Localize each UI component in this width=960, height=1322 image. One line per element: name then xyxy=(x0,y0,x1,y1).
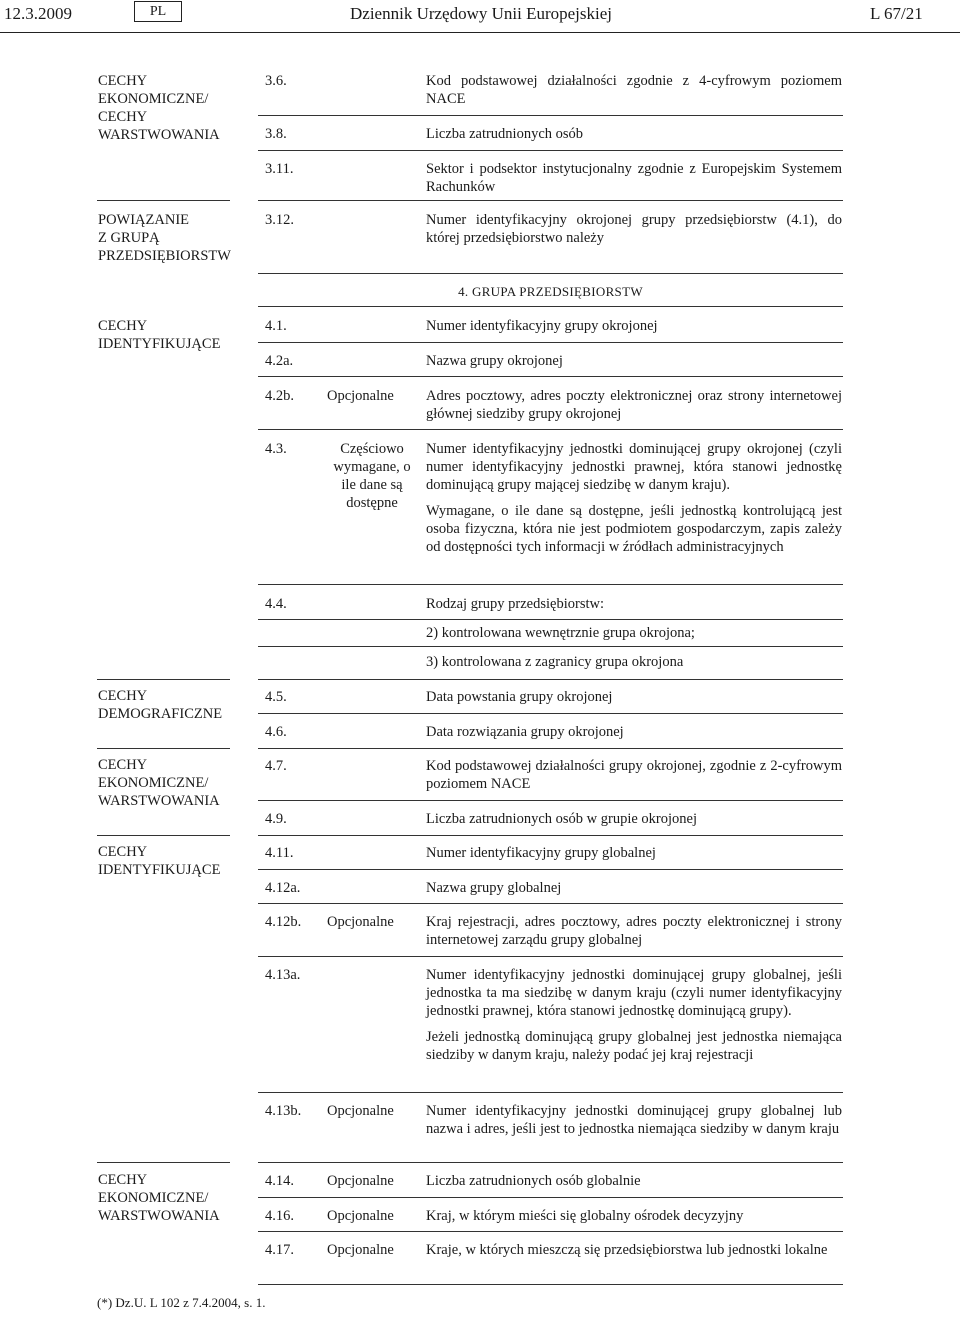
row-number: 4.9. xyxy=(265,811,287,827)
row-number: 4.13a. xyxy=(265,967,301,983)
row-divider xyxy=(258,376,843,377)
journal-title: Dziennik Urzędowy Unii Europejskiej xyxy=(350,4,613,23)
row-description xyxy=(426,160,842,196)
description-text: Nazwa grupy globalnej xyxy=(426,880,562,896)
category-divider xyxy=(97,748,230,749)
row-number: 4.12a. xyxy=(265,880,301,896)
row-divider xyxy=(258,150,843,151)
row-number: 4.13b. xyxy=(265,1103,302,1119)
row-number: 3.8. xyxy=(265,126,287,142)
row-divider xyxy=(258,1092,843,1093)
category-line: CECHY xyxy=(98,318,148,334)
row-number: 3.12. xyxy=(265,212,294,228)
description-text: Numer identyfikacyjny grupy globalnej xyxy=(426,845,656,861)
category-line: CECHY xyxy=(98,688,148,704)
row-requirement: Opcjonalne xyxy=(327,1103,394,1119)
row-divider xyxy=(258,646,843,647)
row-divider xyxy=(258,115,843,116)
description-text: Wymagane, o ile dane są dostępne, jeśli jednostką kontrolującą jest osoba fizyczna, która nie jest podmiotem gospodarczym, zapis zależy od dostępności tych informacji w źródłach administracyjnych xyxy=(426,503,842,555)
description-text: Kraje, w których mieszczą się przedsiębiorstwa lub jednostki lokalne xyxy=(426,1242,828,1258)
category-demographic xyxy=(98,687,233,723)
row-divider xyxy=(258,748,843,749)
row-requirement: Opcjonalne xyxy=(327,1173,394,1189)
description-text: Data powstania grupy okrojonej xyxy=(426,689,613,705)
row-description xyxy=(426,966,842,1064)
footnote: (*) Dz.U. L 102 z 7.4.2004, s. 1. xyxy=(97,1295,266,1310)
row-divider xyxy=(258,1231,843,1232)
row-divider xyxy=(258,306,843,307)
description-text: Numer identyfikacyjny okrojonej grupy przedsiębiorstw (4.1), do której przedsiębiorstwo należy xyxy=(426,212,842,246)
category-identification-2 xyxy=(98,843,233,879)
row-number: 4.1. xyxy=(265,318,287,334)
row-description xyxy=(426,810,842,828)
row-divider xyxy=(258,713,843,714)
description-text: Jeżeli jednostką dominującą grupy globalnej jest jednostka niemająca siedziby w danym kraju, należy podać jej kraj rejestracji xyxy=(426,1029,842,1063)
row-description xyxy=(426,317,842,335)
row-description xyxy=(426,913,842,949)
description-text: Liczba zatrudnionych osób w grupie okrojonej xyxy=(426,811,697,827)
description-text: 3) kontrolowana z zagranicy grupa okrojona xyxy=(426,654,684,670)
row-number: 4.11. xyxy=(265,845,294,861)
page-reference: L 67/21 xyxy=(870,4,923,23)
description-text: Numer identyfikacyjny jednostki dominującej grupy globalnej lub nazwa i adres, jeśli jest to jednostka niemająca siedziby w danym kraju xyxy=(426,1103,842,1137)
category-economic-stratification-2 xyxy=(98,756,233,810)
description-text: Kod podstawowej działalności zgodnie z 4-cyfrowym poziomem NACE xyxy=(426,73,842,107)
category-line: IDENTYFIKUJĄCE xyxy=(98,862,221,878)
row-number: 4.4. xyxy=(265,596,287,612)
category-line: CECHY xyxy=(98,757,148,773)
description-text: Numer identyfikacyjny jednostki dominującej grupy globalnej, jeśli jednostka ta ma siedzibę w danym kraju (czyli numer identyfikacyjny jednostki prawnej, która stanowi jednostkę dominującą grupy). xyxy=(426,967,842,1019)
language-badge: PL xyxy=(134,1,182,22)
row-description xyxy=(426,1172,842,1190)
row-description xyxy=(426,879,842,897)
description-text: Numer identyfikacyjny jednostki dominującej grupy okrojonej (czyli numer identyfikacyjny jednostki prawnej, która stanowi jednostkę dominującą grupy mającej siedzibę w danym kraju). xyxy=(426,441,842,493)
description-text: 2) kontrolowana wewnętrznie grupa okrojona; xyxy=(426,625,695,641)
row-description xyxy=(426,72,842,108)
row-divider xyxy=(258,1284,843,1285)
category-line: CECHY xyxy=(98,1172,148,1188)
row-number: 4.3. xyxy=(265,441,287,457)
category-line: POWIĄZANIE xyxy=(98,212,190,228)
row-requirement: Opcjonalne xyxy=(327,914,394,930)
row-description xyxy=(426,595,842,613)
category-divider xyxy=(97,835,230,836)
row-requirement: Opcjonalne xyxy=(327,1208,394,1224)
row-description xyxy=(426,624,842,642)
row-number: 4.2b. xyxy=(265,388,294,404)
row-divider xyxy=(258,200,843,201)
row-description xyxy=(426,1241,842,1259)
row-description xyxy=(426,1102,842,1138)
description-text: Numer identyfikacyjny grupy okrojonej xyxy=(426,318,658,334)
category-economic-stratification-3 xyxy=(98,1171,233,1225)
row-number: 4.2a. xyxy=(265,353,294,369)
row-divider xyxy=(258,835,843,836)
category-line: EKONOMICZNE/ xyxy=(98,775,209,791)
row-divider xyxy=(258,903,843,904)
description-text: Data rozwiązania grupy okrojonej xyxy=(426,724,624,740)
row-description xyxy=(426,653,842,671)
category-line: WARSTWOWANIA xyxy=(98,127,220,143)
category-enterprise-group-link xyxy=(98,211,233,265)
category-line: EKONOMICZNE/ xyxy=(98,1190,209,1206)
description-text: Rodzaj grupy przedsiębiorstw: xyxy=(426,596,604,612)
row-divider xyxy=(258,584,843,585)
category-economic-stratification-1 xyxy=(98,72,233,144)
row-divider xyxy=(258,800,843,801)
row-description xyxy=(426,757,842,793)
row-divider xyxy=(258,273,843,274)
row-number: 4.6. xyxy=(265,724,287,740)
description-text: Liczba zatrudnionych osób globalnie xyxy=(426,1173,641,1189)
row-description xyxy=(426,723,842,741)
category-line: CECHY xyxy=(98,109,148,125)
row-number: 4.17. xyxy=(265,1242,294,1258)
section-title: 4. GRUPA PRZEDSIĘBIORSTW xyxy=(458,284,643,299)
row-number: 4.16. xyxy=(265,1208,294,1224)
category-line: IDENTYFIKUJĄCE xyxy=(98,336,221,352)
category-line: EKONOMICZNE/ xyxy=(98,91,209,107)
row-requirement: Częściowo wymagane, o ile dane są dostępne xyxy=(333,441,411,511)
row-description xyxy=(426,688,842,706)
row-number: 4.7. xyxy=(265,758,287,774)
row-description xyxy=(426,1207,842,1225)
row-number: 4.5. xyxy=(265,689,287,705)
category-divider xyxy=(97,200,230,201)
category-line: PRZEDSIĘBIORSTW xyxy=(98,248,231,264)
row-description xyxy=(426,387,842,423)
row-description xyxy=(426,844,842,862)
description-text: Liczba zatrudnionych osób xyxy=(426,126,584,142)
category-line: WARSTWOWANIA xyxy=(98,1208,220,1224)
category-line: DEMOGRAFICZNE xyxy=(98,706,223,722)
row-divider xyxy=(258,869,843,870)
row-requirement: Opcjonalne xyxy=(327,388,394,404)
description-text: Kraj rejestracji, adres pocztowy, adres poczty elektronicznej i strony internetowej zarządu grupy globalnej xyxy=(426,914,842,948)
row-number: 4.12b. xyxy=(265,914,302,930)
row-divider xyxy=(258,679,843,680)
category-line: WARSTWOWANIA xyxy=(98,793,220,809)
description-text: Nazwa grupy okrojonej xyxy=(426,353,563,369)
category-divider xyxy=(97,679,230,680)
row-divider xyxy=(258,1197,843,1198)
category-divider xyxy=(97,1162,230,1163)
row-description xyxy=(426,352,842,370)
row-number: 3.6. xyxy=(265,73,287,89)
category-line: Z GRUPĄ xyxy=(98,230,160,246)
category-line: CECHY xyxy=(98,73,148,89)
row-divider xyxy=(258,429,843,430)
header-date: 12.3.2009 xyxy=(4,4,72,23)
row-divider xyxy=(258,342,843,343)
row-divider xyxy=(258,1162,843,1163)
row-description xyxy=(426,125,842,143)
row-divider xyxy=(258,956,843,957)
description-text: Kraj, w którym mieści się globalny ośrodek decyzyjny xyxy=(426,1208,744,1224)
description-text: Kod podstawowej działalności grupy okrojonej, zgodnie z 2-cyfrowym poziomem NACE xyxy=(426,758,842,792)
row-requirement: Opcjonalne xyxy=(327,1242,394,1258)
header-divider xyxy=(0,32,960,33)
category-line: CECHY xyxy=(98,844,148,860)
row-description xyxy=(426,440,842,556)
category-identification-1 xyxy=(98,317,233,353)
description-text: Sektor i podsektor instytucjonalny zgodnie z Europejskim Systemem Rachunków xyxy=(426,161,842,195)
row-number: 4.14. xyxy=(265,1173,294,1189)
description-text: Adres pocztowy, adres poczty elektronicznej oraz strony internetowej głównej siedziby grupy okrojonej xyxy=(426,388,842,422)
row-number: 3.11. xyxy=(265,161,294,177)
row-divider xyxy=(258,619,843,620)
row-description xyxy=(426,211,842,247)
